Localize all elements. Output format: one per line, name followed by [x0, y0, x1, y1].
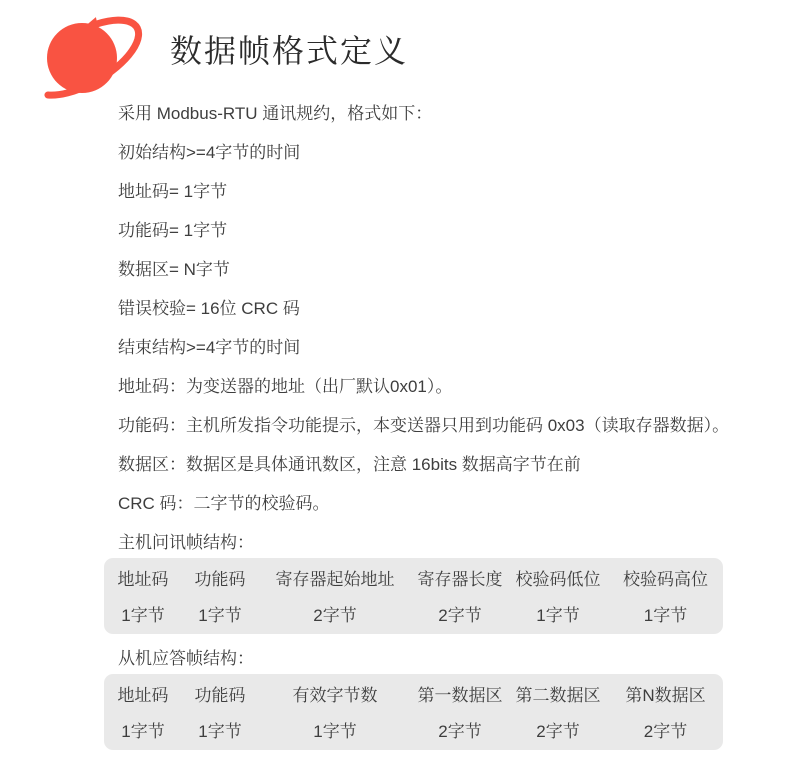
slave-frame-table [104, 674, 723, 750]
frame-column-header: 第N数据区 [625, 686, 706, 705]
spec-line: 数据区：数据区是具体通讯数区，注意 16bits 数据高字节在前 [118, 455, 581, 474]
frame-byte-size: 1字节 [198, 722, 242, 741]
planet-orbit-logo [17, 3, 147, 113]
spec-line: 结束结构>=4字节的时间 [118, 338, 301, 357]
frame-column-header: 地址码 [117, 570, 169, 589]
frame-column-header: 地址码 [117, 686, 169, 705]
frame-column-header: 功能码 [194, 570, 246, 589]
frame-byte-size: 1字节 [536, 606, 580, 625]
slave-frame-label: 从机应答帧结构： [118, 649, 254, 668]
frame-byte-size: 2字节 [313, 606, 357, 625]
frame-column-header: 寄存器长度 [417, 570, 503, 589]
frame-column-header: 寄存器起始地址 [275, 570, 395, 589]
spec-line: 初始结构>=4字节的时间 [118, 143, 301, 162]
frame-column-header: 第一数据区 [417, 686, 503, 705]
frame-byte-size: 1字节 [121, 722, 165, 741]
frame-column-header: 有效字节数 [292, 686, 378, 705]
frame-column-header: 校验码高位 [623, 570, 708, 589]
spec-line: 地址码= 1字节 [118, 182, 228, 201]
frame-byte-size: 2字节 [643, 722, 688, 741]
spec-line: 功能码= 1字节 [118, 221, 228, 240]
planet-orbit-icon [17, 3, 147, 113]
host-frame-table [104, 558, 723, 634]
spec-line: CRC 码：二字节的校验码。 [118, 494, 330, 513]
spec-line: 错误校验= 16位 CRC 码 [118, 299, 300, 318]
spec-line: 数据区= N字节 [118, 260, 230, 279]
frame-byte-size: 2字节 [438, 722, 482, 741]
frame-byte-size: 1字节 [313, 722, 357, 741]
host-frame-label: 主机问讯帧结构： [118, 533, 254, 552]
document-body [0, 103, 790, 750]
frame-byte-size: 2字节 [536, 722, 580, 741]
frame-column-header: 校验码低位 [515, 570, 601, 589]
spec-line: 地址码：为变送器的地址（出厂默认0x01）。 [118, 377, 453, 396]
frame-column-header: 第二数据区 [515, 686, 601, 705]
frame-column-header: 功能码 [194, 686, 246, 705]
spec-line: 功能码：主机所发指令功能提示，本变送器只用到功能码 0x03（读取存器数据）。 [118, 416, 730, 435]
page-title: 数据帧格式定义 [170, 33, 409, 69]
frame-byte-size: 1字节 [121, 606, 165, 625]
frame-byte-size: 2字节 [438, 606, 482, 625]
frame-byte-size: 1字节 [198, 606, 242, 625]
spec-line: 采用 Modbus-RTU 通讯规约，格式如下： [118, 104, 433, 123]
frame-byte-size: 1字节 [643, 606, 688, 625]
